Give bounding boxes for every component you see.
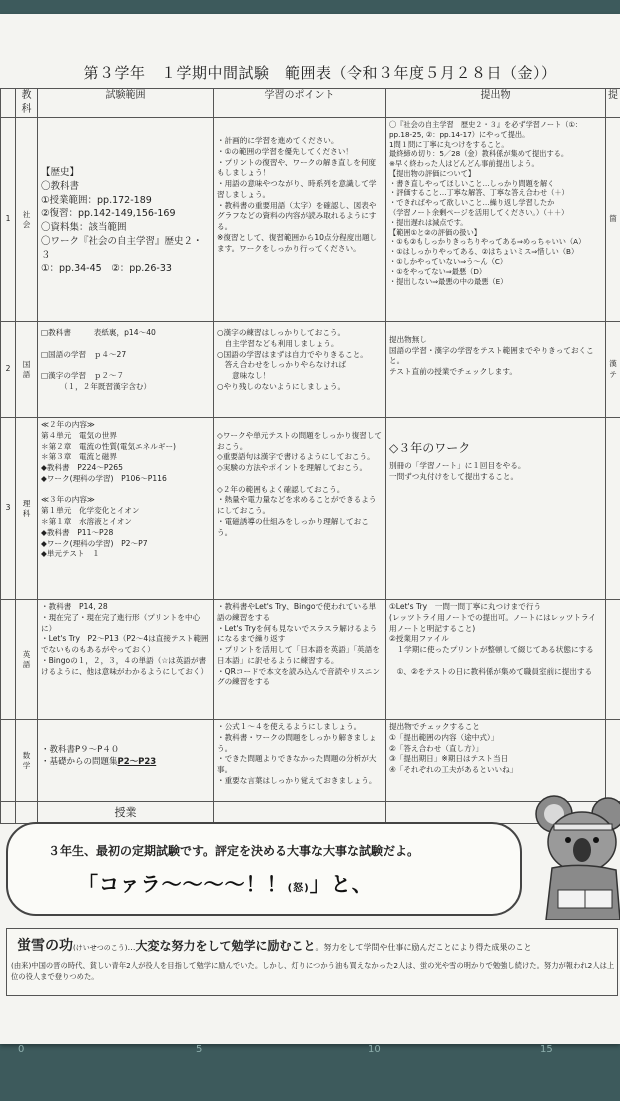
submit-social: 〇『社会の自主学習 歴史２・３』を必ず学習ノート（①：pp.18-25, ②：pp.14-17）にやって提出。 1問１問に丁寧に丸つけをすること。 最終締め切り：5／28（金）教科係が集めて提出する。 ※早く終わった人はどんどん事前提出しよう。 【提出物の評価について】 ・書き直しやってほしいこと…しっかり問題を解く ・評価すること…丁寧な解答、丁寧な答え合わせ（＋） ・できればやって欲しいこと…繰り返し学習したか （学習ノート余剰ページを活用してください。）（＋＋） ・提出遅れは減点です。 【範囲①と②の評価の扱い】 ・①も②もしっかりきっちりやってある⇒めっちゃいい（A） ・①はしっかりやってある、②はちょいミス⇒惜しい（B） ・①しかやっていない⇒う〜ん（C） ・①をやってない⇒最悪（D） ・提出しない⇒最悪の中の最悪（E） — [386, 118, 606, 322]
subject-math: 数 学 — [16, 720, 38, 802]
points-social: ・計画的に学習を進めてください。 ・①の範囲の学習を優先してください！ ・プリントの復習や、ワークの解き直しを何度もしましょう！ ・用語の意味やつながり、時系列を意識して学習しましょう。 ・教科書の重要用語（太字）を確認し、図表やグラフなどの資料の内容が読み取れるようにする。 ※復習として、復習範囲から10点分程度出題します。ワークをしっかり行ってください。 — [214, 118, 386, 322]
row-number — [1, 600, 16, 720]
extra-japanese: 漢 テ — [606, 322, 620, 418]
table-row-social — [1, 118, 620, 322]
table-row-science — [1, 418, 620, 600]
page-title: 第３学年 １学期中間試験 範囲表（令和３年度５月２８日（金）） — [83, 64, 557, 82]
exam-range-table — [0, 88, 620, 824]
submit-english: ①Let's Try 一問一問丁寧に丸つけまで行う (レッツトライ用ノートでの提出可。ノートにはレッツトライ用ノートと明記すること) ②授業用ファイル １学期に使ったプリントが整頓して綴じてある状態にする ①、②をテストの日に教科係が集めて職員室前に提出する — [386, 600, 606, 720]
proverb-origin: (由来)中国の晋の時代、貧しい青年2人が役人を目指して勉学に励んでいた。しかし、灯りにつかう油も買えなかった2人は、蛍の光や雪の明かりで勉強し続けた。努力が報われ2人は上位の役人まで登りつめた。 — [11, 961, 615, 981]
subject-japanese: 国 語 — [16, 322, 38, 418]
submit-math: 提出物でチェックすること ①「提出範囲の内容（途中式）」 ②「答え合わせ（直し方）」 ③「提出期日」※期日はテスト当日 ④「それぞれの工夫があるといいね」 — [386, 720, 606, 802]
header-scope: 試験範囲 — [38, 89, 214, 118]
science-work-heading: ◇３年のワーク — [389, 441, 471, 455]
extra-science — [606, 418, 620, 600]
scope-english: ・教科書 P14, 28 ・現在完了・現在完了進行形（プリントを中心に） ・Let's Try P2〜P13（P2〜4は直接テスト範囲でないものもあるがやっておく） ・Bingoの１，２，３，４の単語（☆は英語が書けるように、他は意味がわかるようにしておく） — [38, 600, 214, 720]
scope-social: 【歴史】 〇教科書 ①授業範囲：pp.172-189 ②復習：pp.142-149,156-169 〇資料集：該当範囲 〇ワーク『社会の自主学習』歴史２・３ ①：pp.34-45 ②：pp.26-33 — [38, 118, 214, 322]
subject-science: 理 科 — [16, 418, 38, 600]
proverb-meaning: 大変な努力をして勉学に励むこと — [135, 939, 316, 953]
row-number: 3 — [1, 418, 16, 600]
ruler-strip: 0 5 10 15 — [18, 1044, 553, 1055]
points-japanese: ○漢字の練習はしっかりしておこう。 自主学習なども利用しましょう。 ○国語の学習はまずは自力でやりきること。 答え合わせをしっかりやらなければ 意味なし！ ○やり残しのないようにしましょう。 — [214, 322, 386, 418]
scope-math: ・教科書P９〜P４０ ・基礎からの問題集P2〜P23 — [38, 720, 214, 802]
scope-science: ≪２年の内容≫ 第４単元 電気の世界 ＊第２章 電流の性質(電気エネルギー) ＊第３章 電流と磁界 ◆教科書 P224〜P265 ◆ワーク(理科の学習) P106〜P116 ≪３年の内容≫ 第１単元 化学変化とイオン ＊第１章 水溶液とイオン ◆教科書 P11〜P28 ◆ワーク(理科の学習) P2〜P7 ◆単元テスト １ — [38, 418, 214, 600]
extra-english — [606, 600, 620, 720]
speech-line-2: 「コァラ〜〜〜〜！！(怒)」と、 — [78, 872, 373, 896]
table-header-row — [1, 89, 620, 118]
lesson-label: 授業 — [38, 802, 214, 824]
math-workbook-range: P2〜P23 — [117, 757, 157, 768]
speech-line-1: ３年生、最初の定期試験です。評定を決める大事な大事な試験だよ。 — [48, 844, 420, 858]
extra-social: 箇 — [606, 118, 620, 322]
row-number: 2 — [1, 322, 16, 418]
proverb-box — [6, 928, 618, 996]
submit-science: ◇３年のワーク 別冊の「学習ノート」に１回目をやる。 一問ずつ丸付けをして提出すること。 — [386, 418, 606, 600]
header-extra: 提 — [606, 89, 620, 118]
koala-illustration — [524, 790, 620, 920]
table-row-english — [1, 600, 620, 720]
proverb-keyword: 蛍雪の功 — [17, 938, 73, 954]
scope-japanese: □教科書 表紙裏，p14〜40 □国語の学習 ｐ４〜27 □漢字の学習 ｐ２〜７ （１，２年既習漢字含む） — [38, 322, 214, 418]
points-math: ・公式１〜４を使えるようにしましょう。 ・教科書・ワークの問題をしっかり解きましょう。 ・できた問題よりできなかった問題の分析が大事。 ・重要な言葉はしっかり覚えておきましょう。 — [214, 720, 386, 802]
subject-social: 社 会 — [16, 118, 38, 322]
points-science: ◇ワークや単元テストの問題をしっかり復習しておこう。 ◇重要語句は漢字で書けるようにしておこう。 ◇実験の方法やポイントを理解しておこう。 ◇２年の範囲もよく確認しておこう。 ・熱量や電力量などを求めることができるようにしておこう。 ・電磁誘導の仕組みをしっかり理解しておこう。 — [214, 418, 386, 600]
header-points: 学習のポイント — [214, 89, 386, 118]
submit-japanese: 提出物無し 国語の学習・漢字の学習をテスト範囲までやりきっておくこと。 テスト直前の授業でチェックします。 — [386, 322, 606, 418]
header-subject: 教科 — [16, 89, 38, 118]
proverb-heading: 蛍雪の功(けいせつのこう)…大変な努力をして勉学に励むこと。努力をして学問や仕事に励んだことにより得た成果のこと — [17, 938, 532, 954]
points-english: ・教科書やLet's Try、Bingoで使われている単語の練習をする ・Let's Tryを何も見ないでスラスラ解けるようになるまで繰り返す ・プリントを活用して「日本語を英語」「英語を日本語」に訳せるように練習する。 ・QRコードで本文を読み込んで音読やリスニングの練習をする — [214, 600, 386, 720]
header-submit: 提出物 — [386, 89, 606, 118]
table-row-japanese — [1, 322, 620, 418]
row-number — [1, 720, 16, 802]
speech-bubble — [6, 822, 522, 916]
header-num — [1, 89, 16, 118]
row-number: 1 — [1, 118, 16, 322]
subject-english: 英 語 — [16, 600, 38, 720]
